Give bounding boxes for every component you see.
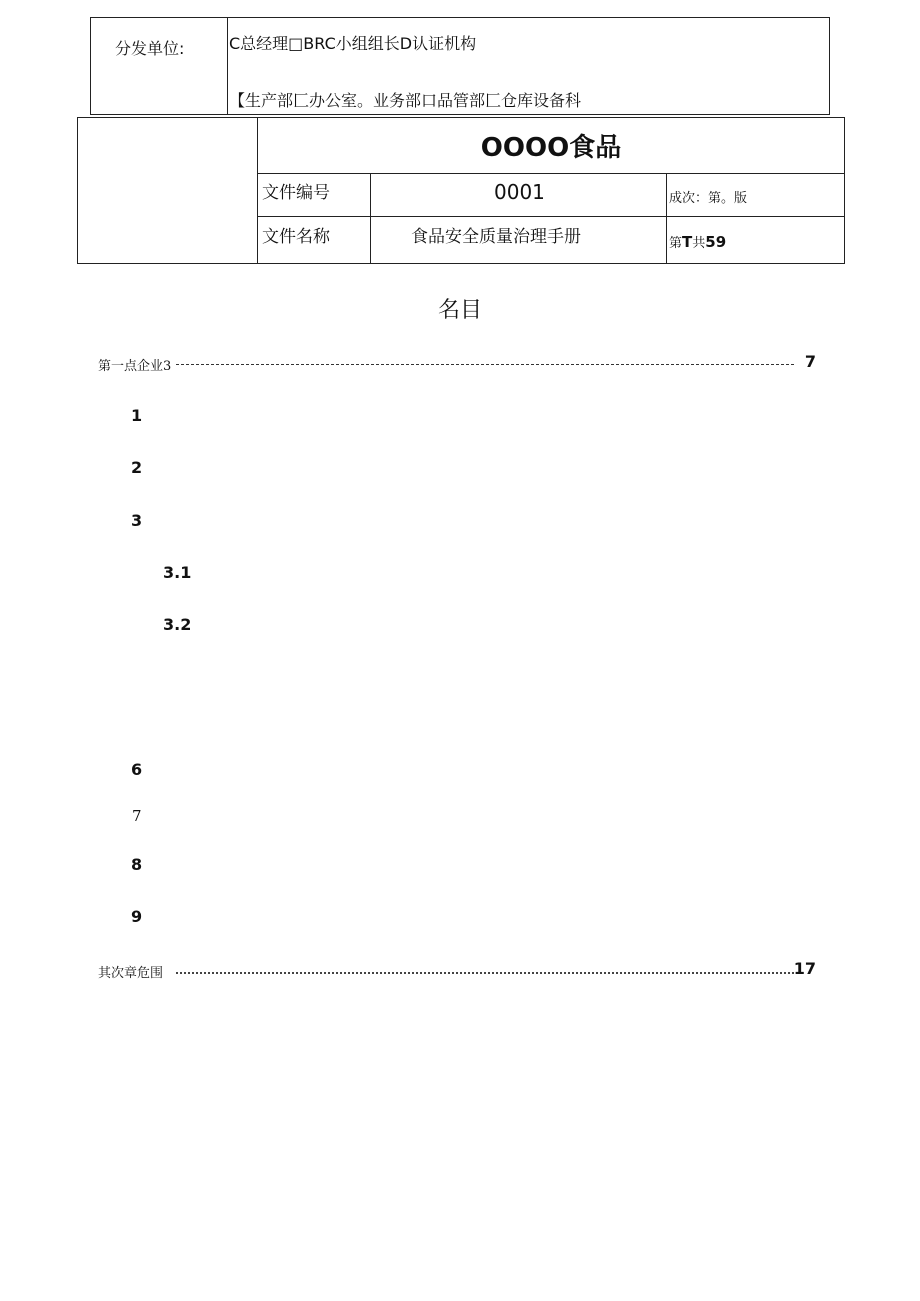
distribution-line-1: C总经理□BRC小组组长D认证机构 bbox=[229, 34, 477, 53]
toc-entry-text: 第一点企业3 bbox=[98, 355, 173, 374]
doc-name-label: 文件名称 bbox=[262, 227, 330, 247]
distribution-label-cell bbox=[91, 18, 228, 114]
header-divider bbox=[666, 173, 667, 263]
toc-number: 3 bbox=[131, 511, 143, 530]
toc-entry-text: 其次章危围 bbox=[98, 962, 165, 981]
toc-leader bbox=[176, 364, 794, 365]
page-t: T bbox=[682, 233, 693, 251]
toc-number: 8 bbox=[131, 855, 143, 874]
toc-leader bbox=[176, 972, 794, 974]
page-mid: 共 bbox=[692, 236, 706, 251]
toc-number: 9 bbox=[131, 907, 143, 926]
distribution-line-2: 【生产部匚办公室。业务部口品管部匚仓库设备科 bbox=[229, 91, 582, 110]
toc-title: 名目 bbox=[437, 298, 482, 323]
distribution-label: 分发单位: bbox=[115, 39, 185, 58]
header-divider bbox=[370, 173, 371, 263]
toc-number: 3.2 bbox=[163, 615, 192, 634]
document-header-table bbox=[77, 117, 845, 264]
header-divider bbox=[257, 216, 844, 217]
doc-number-label: 文件编号 bbox=[262, 183, 330, 203]
doc-name-value: 食品安全质量治理手册 bbox=[411, 227, 581, 247]
page-prefix: 第 bbox=[669, 236, 683, 251]
company-name: OOOO食品 bbox=[480, 133, 622, 163]
toc-number: 3.1 bbox=[163, 563, 192, 582]
toc-number: 7 bbox=[132, 807, 142, 825]
page-total: 59 bbox=[705, 233, 727, 251]
toc-number: 1 bbox=[131, 406, 143, 425]
edition-label: 成次：第。版 bbox=[669, 191, 748, 206]
header-divider bbox=[257, 173, 844, 174]
toc-entry-page: 7 bbox=[804, 352, 816, 371]
toc-number: 6 bbox=[131, 760, 143, 779]
page-count bbox=[669, 232, 726, 252]
doc-number-value: 0001 bbox=[494, 180, 545, 204]
toc-entry-page: 17 bbox=[793, 959, 816, 978]
distribution-table bbox=[90, 17, 830, 115]
toc-number: 2 bbox=[131, 458, 143, 477]
